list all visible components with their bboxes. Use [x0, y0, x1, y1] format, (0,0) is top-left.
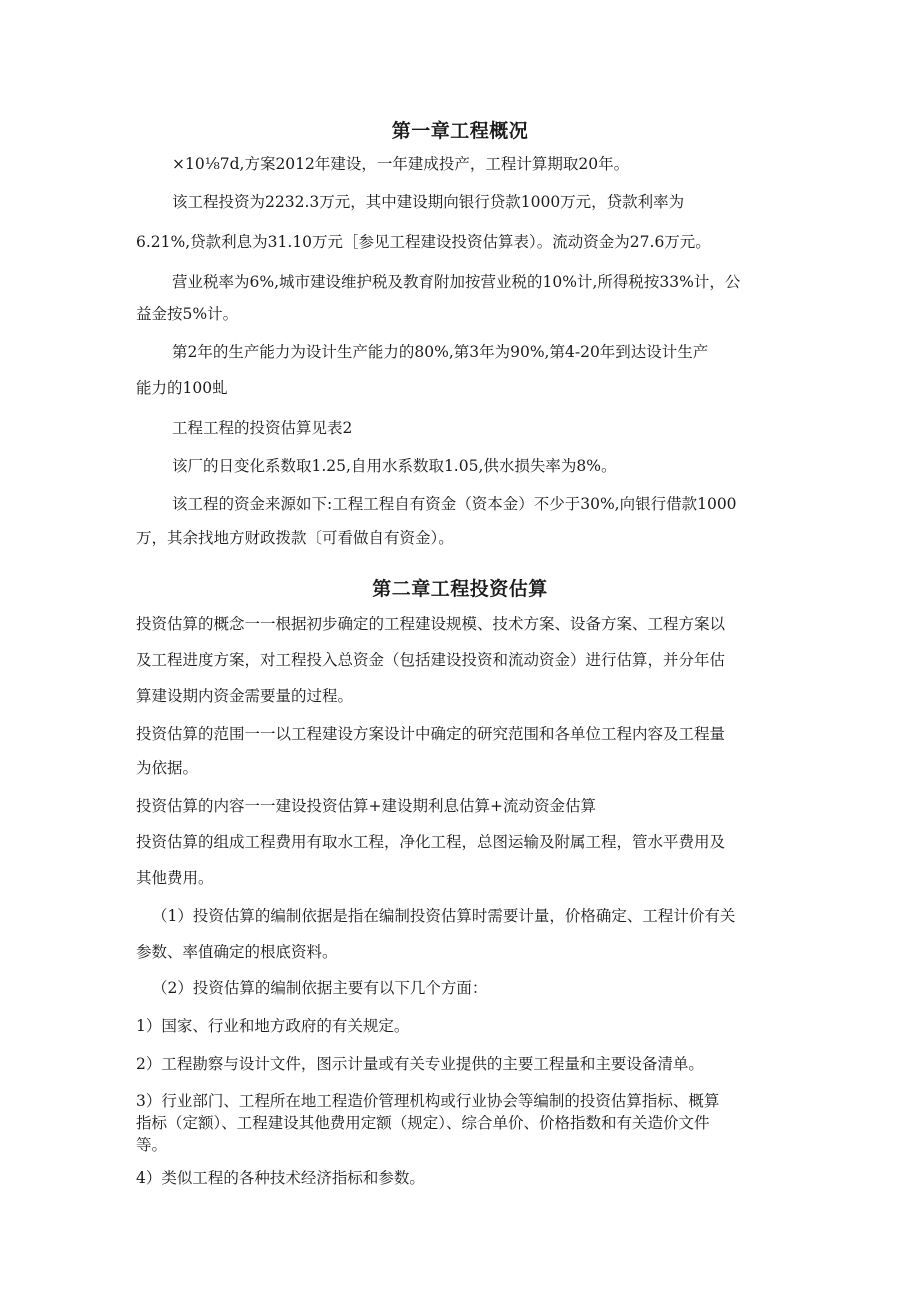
paragraph-line: 工程工程的投资估算见表2 — [172, 419, 353, 437]
paragraph-line: 投资估算的内容一一建设投资估算+建设期利息估算+流动资金估算 — [136, 797, 596, 815]
paragraph-line: 为依据。 — [136, 759, 199, 777]
chapter2-title: 第二章工程投资估算 — [372, 578, 548, 600]
paragraph-line: 等。 — [136, 1136, 168, 1154]
paragraph-line: 2）工程勘察与设计文件，图示计量或有关专业提供的主要工程量和主要设备清单。 — [136, 1055, 704, 1073]
paragraph-line: 能力的100虬 — [136, 379, 228, 397]
paragraph-line: 3）行业部门、工程所在地工程造价管理机构或行业协会等编制的投资估算指标、概算 — [136, 1092, 720, 1110]
paragraph-line: 益金按5%计。 — [136, 305, 239, 323]
paragraph-line: 6.21%,贷款利息为31.10万元［参见工程建设投资估算表）。流动资金为27.6万元。 — [136, 233, 711, 251]
paragraph-line: （1）投资估算的编制依据是指在编制投资估算时需要计量，价格确定、工程计价有关 — [152, 907, 736, 925]
paragraph-line: 该工程投资为2232.3万元，其中建设期向银行贷款1000万元，贷款利率为 — [172, 193, 685, 211]
paragraph-line: 第2年的生产能力为设计生产能力的80%,第3年为90%,第4-20年到达设计生产 — [172, 343, 709, 361]
paragraph-line: 营业税率为6%,城市建设维护税及教育附加按营业税的10%计,所得税按33%计，公 — [172, 273, 741, 291]
paragraph-line: 投资估算的概念一一根据初步确定的工程建设规模、技术方案、设备方案、工程方案以 — [136, 615, 726, 633]
paragraph-line: 该厂的日变化系数取1.25,自用水系数取1.05,供水损失率为8%。 — [172, 457, 617, 475]
paragraph-line: 4）类似工程的各种技术经济指标和参数。 — [136, 1169, 425, 1187]
paragraph-line: 指标（定额）、工程建设其他费用定额（规定）、综合单价、价格指数和有关造价文件 — [136, 1114, 710, 1132]
paragraph-line: （2）投资估算的编制依据主要有以下几个方面： — [152, 979, 488, 997]
paragraph-line: 参数、率值确定的根底资料。 — [136, 943, 338, 961]
paragraph-line: 其他费用。 — [136, 869, 214, 887]
paragraph-line: 该工程的资金来源如下:工程工程自有资金（资本金）不少于30%,向银行借款1000 — [172, 495, 737, 513]
chapter1-title: 第一章工程概况 — [391, 120, 529, 142]
paragraph-line: 算建设期内资金需要量的过程。 — [136, 687, 354, 705]
paragraph-line: 投资估算的组成工程费用有取水工程，净化工程，总图运输及附属工程，管水平费用及 — [136, 833, 726, 851]
paragraph-line: 及工程进度方案，对工程投入总资金（包括建设投资和流动资金）进行估算，并分年估 — [136, 651, 726, 669]
paragraph-line: 万，其余找地方财政拨款〔可看做自有资金）。 — [136, 529, 454, 547]
paragraph-line: 1）国家、行业和地方政府的有关规定。 — [136, 1017, 410, 1035]
paragraph-line: 投资估算的范围一一以工程建设方案设计中确定的研究范围和各单位工程内容及工程量 — [136, 725, 726, 743]
paragraph-line: ×10⅛7d,方案2012年建设，一年建成投产，工程计算期取20年。 — [172, 155, 630, 173]
